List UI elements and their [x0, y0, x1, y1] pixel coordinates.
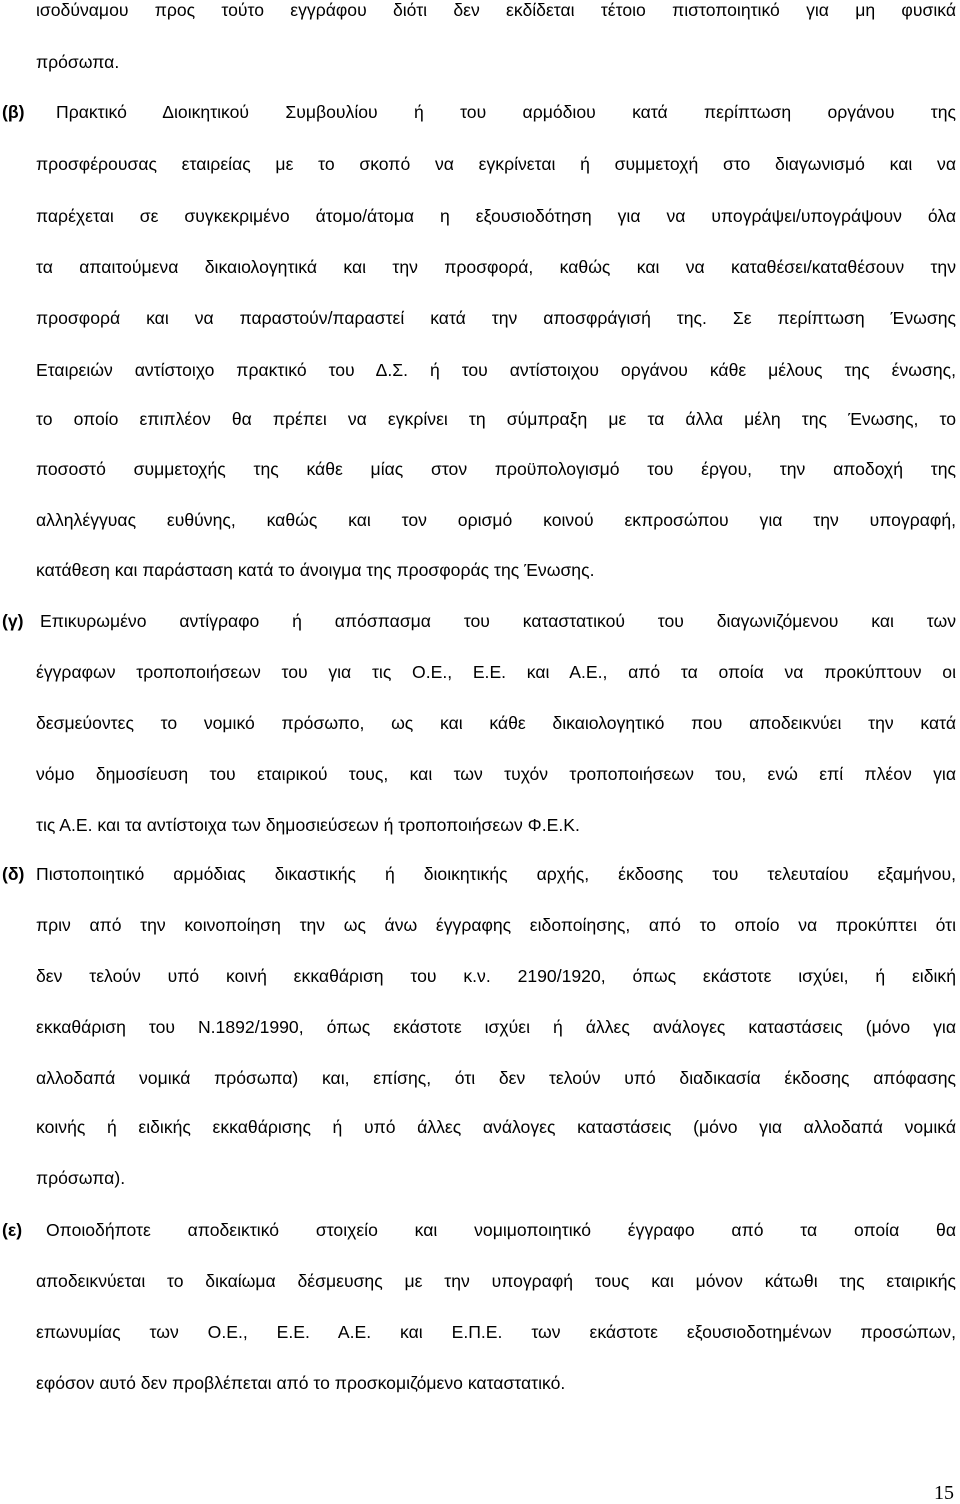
item-d-line-1: Πιστοποιητικό αρμόδιας δικαστικής ή διοικητικής αρχής, έκδοσης του τελευταίου εξαμήνου, — [36, 864, 956, 884]
item-c-label: (γ) — [2, 611, 24, 631]
item-e-line-2: αποδεικνύεται το δικαίωμα δέσμευσης με την υπογραφή τους και μόνον κάτωθι της εταιρικής — [36, 1271, 956, 1291]
item-e-label: (ε) — [2, 1220, 23, 1240]
item-d-line-2: πριν από την κοινοποίηση την ως άνω έγγραφης ειδοποίησης, από το οποίο να προκύπτει ότι — [36, 915, 956, 935]
item-c-line-1: Επικυρωμένο αντίγραφο ή απόσπασμα του καταστατικού του διαγωνιζόμενου και των — [40, 611, 956, 631]
item-c-line-4: νόμο δημοσίευση του εταιρικού τους, και των τυχόν τροποποιήσεων του, ενώ επί πλέον για — [36, 764, 956, 784]
item-b-line-5: προσφορά και να παραστούν/παραστεί κατά την αποσφράγισή της. Σε περίπτωση Ένωσης — [36, 308, 956, 328]
item-d-line-6: κοινής ή ειδικής εκκαθάρισης ή υπό άλλες ανάλογες καταστάσεις (μόνο για αλλοδαπά νομικά — [36, 1117, 956, 1137]
item-b-line-9: αλληλέγγυας ευθύνης, καθώς και τον ορισμό κοινού εκπροσώπου για την υπογραφή, — [36, 510, 956, 530]
item-b-line-6: Εταιρειών αντίστοιχο πρακτικό του Δ.Σ. ή του αντίστοιχου οργάνου κάθε μέλους της ένωσης, — [36, 360, 956, 380]
item-c-line-5: τις Α.Ε. και τα αντίστοιχα των δημοσιεύσεων ή τροποποιήσεων Φ.Ε.Κ. — [36, 815, 580, 835]
item-d-line-4: εκκαθάριση του Ν.1892/1990, όπως εκάστοτε ισχύει ή άλλες ανάλογες καταστάσεις (μόνο για — [36, 1017, 956, 1037]
page-number: 15 — [934, 1482, 954, 1504]
item-b-line-1: Πρακτικό Διοικητικού Συμβουλίου ή του αρμόδιου κατά περίπτωση οργάνου της — [56, 102, 956, 122]
item-e-line-3: επωνυμίας των Ο.Ε., Ε.Ε. Α.Ε. και Ε.Π.Ε. των εκάστοτε εξουσιοδοτημένων προσώπων, — [36, 1322, 956, 1342]
item-d-line-7: πρόσωπα). — [36, 1168, 126, 1188]
item-b-label: (β) — [2, 102, 25, 122]
item-b-line-7: το οποίο επιπλέον θα πρέπει να εγκρίνει τη σύμπραξη με τα άλλα μέλη της Ένωσης, το — [36, 409, 956, 429]
item-e-line-4: εφόσον αυτό δεν προβλέπεται από το προσκομιζόμενο καταστατικό. — [36, 1373, 566, 1393]
item-b-line-8: ποσοστό συμμετοχής της κάθε μίας στον προϋπολογισμό του έργου, την αποδοχή της — [36, 459, 956, 479]
intro-line-2: πρόσωπα. — [36, 52, 120, 72]
item-d-line-5: αλλοδαπά νομικά πρόσωπα) και, επίσης, ότι δεν τελούν υπό διαδικασία έκδοσης απόφασης — [36, 1068, 956, 1088]
item-b-line-4: τα απαιτούμενα δικαιολογητικά και την προσφορά, καθώς και να καταθέσει/καταθέσουν την — [36, 257, 956, 277]
item-b-line-2: προσφέρουσας εταιρείας με το σκοπό να εγκρίνεται ή συμμετοχή στο διαγωνισμό και να — [36, 154, 956, 174]
item-b-line-3: παρέχεται σε συγκεκριμένο άτομο/άτομα η εξουσιοδότηση για να υπογράψει/υπογράψουν όλα — [36, 206, 956, 226]
item-c-line-3: δεσμεύοντες το νομικό πρόσωπο, ως και κάθε δικαιολογητικό που αποδεικνύει την κατά — [36, 713, 956, 733]
item-d-label: (δ) — [2, 864, 25, 884]
item-d-line-3: δεν τελούν υπό κοινή εκκαθάριση του κ.ν. 2190/1920, όπως εκάστοτε ισχύει, ή ειδική — [36, 966, 956, 986]
item-e-line-1: Οποιοδήποτε αποδεικτικό στοιχείο και νομιμοποιητικό έγγραφο από τα οποία θα — [46, 1220, 956, 1240]
item-b-line-10: κατάθεση και παράσταση κατά το άνοιγμα της προσφοράς της Ένωσης. — [36, 560, 595, 580]
item-c-line-2: έγγραφων τροποποιήσεων του για τις Ο.Ε., Ε.Ε. και Α.Ε., από τα οποία να προκύπτουν οι — [36, 662, 956, 682]
intro-line-1: ισοδύναμου προς τούτο εγγράφου διότι δεν εκδίδεται τέτοιο πιστοποιητικό για μη φυσικά — [36, 0, 956, 20]
